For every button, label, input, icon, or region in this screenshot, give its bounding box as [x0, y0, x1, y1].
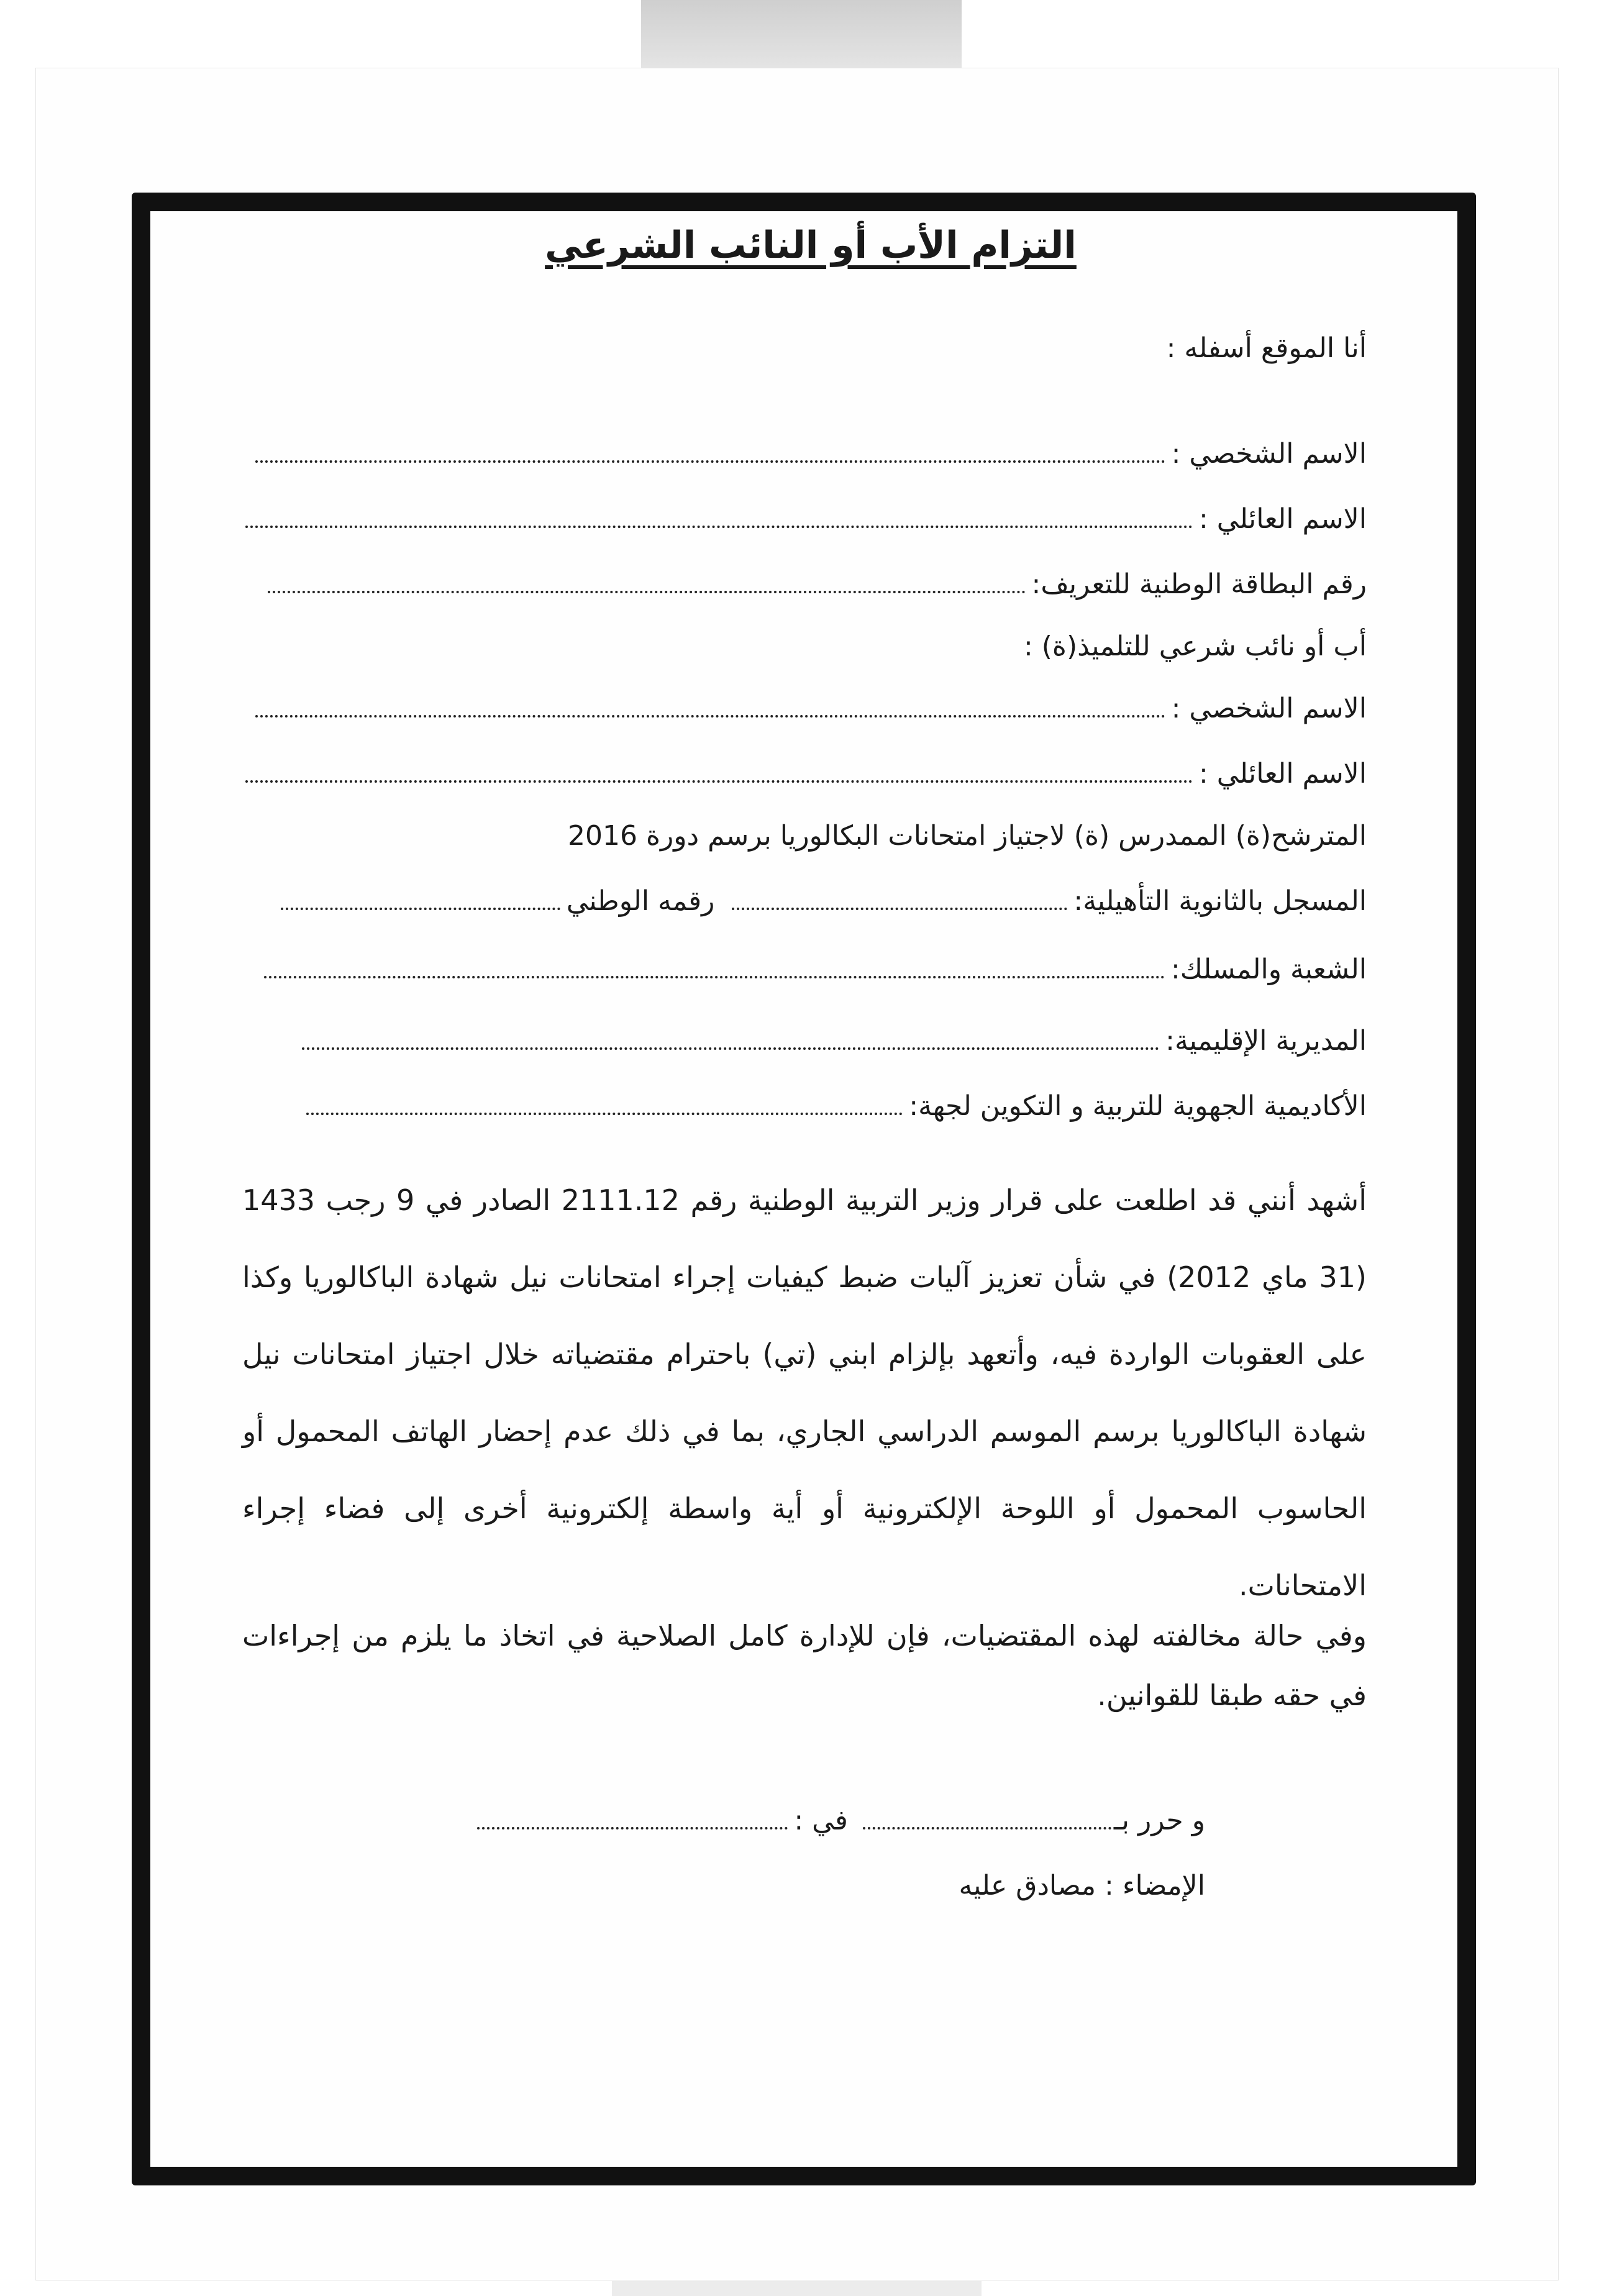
field-guardian-of: أب أو نائب شرعي للتلميذ(ة) :	[1023, 631, 1367, 662]
fill-line[interactable]	[255, 460, 1165, 463]
fill-line[interactable]	[255, 715, 1165, 718]
field-family-name-1: الاسم العائلي :	[242, 503, 1367, 535]
fill-line[interactable]	[732, 908, 1067, 910]
field-academy: الأكاديمية الجهوية للتربية و التكوين لجهة:	[242, 1090, 1367, 1122]
field-directorate: المديرية الإقليمية:	[242, 1025, 1367, 1057]
scanner-edge-bottom	[612, 2281, 982, 2296]
signature-label: الإمضاء : مصادق عليه	[959, 1870, 1205, 1902]
field-candidate: المترشح(ة) الممدرس (ة) لاجتياز امتحانات البكالوريا برسم دورة 2016	[567, 820, 1367, 852]
signature-place-date: و حرر بـ في :	[242, 1805, 1205, 1836]
fill-line[interactable]	[863, 1827, 1111, 1829]
violation-paragraph: وفي حالة مخالفته لهذه المقتضيات، فإن للإدارة كامل الصلاحية في اتخاذ ما يلزم من إجراءات في حقه طبقا للقوانين.	[242, 1619, 1367, 1712]
field-national-id: رقم البطاقة الوطنية للتعريف:	[242, 568, 1367, 600]
field-personal-name-2: الاسم الشخصي :	[242, 693, 1367, 724]
fill-line[interactable]	[306, 1113, 903, 1115]
fill-line[interactable]	[281, 908, 560, 910]
field-family-name-2: الاسم العائلي :	[242, 758, 1367, 790]
declaration-paragraph: أشهد أنني قد اطلعت على قرار وزير التربية الوطنية رقم 2111.12 الصادر في 9 رجب 1433 (31 ماي 2012) في شأن تعزيز آليات ضبط كيفيات إجراء امتحانات نيل شهادة الباكالوريا وكذا على العقوبات الواردة فيه، وأتعهد بإلزام ابني (تي) باحترام مقتضياته خلال اجتياز امتحانات نيل شهادة الباكالوريا برسم الموسم الدراسي الجاري، بما في ذلك عدم إحضار الهاتف المحمول أو الحاسوب المحمول أو اللوحة الإلكترونية أو أية واسطة إلكترونية أخرى إلى فضاء إجراء الامتحانات.	[242, 1183, 1367, 1602]
scanner-edge-top	[641, 0, 962, 73]
fill-line[interactable]	[302, 1047, 1159, 1050]
field-personal-name-1: الاسم الشخصي :	[242, 438, 1367, 470]
intro-line: أنا الموقع أسفله :	[1166, 332, 1367, 364]
field-branch: الشعبة والمسلك:	[242, 954, 1367, 985]
fill-line[interactable]	[264, 976, 1165, 978]
fill-line[interactable]	[268, 591, 1026, 593]
fill-line[interactable]	[245, 780, 1193, 783]
field-registered-school: المسجل بالثانوية التأهيلية: رقمه الوطني	[242, 885, 1367, 917]
fill-line[interactable]	[477, 1827, 788, 1829]
document-title: التزام الأب أو النائب الشرعي	[545, 224, 1077, 267]
fill-line[interactable]	[245, 526, 1193, 528]
